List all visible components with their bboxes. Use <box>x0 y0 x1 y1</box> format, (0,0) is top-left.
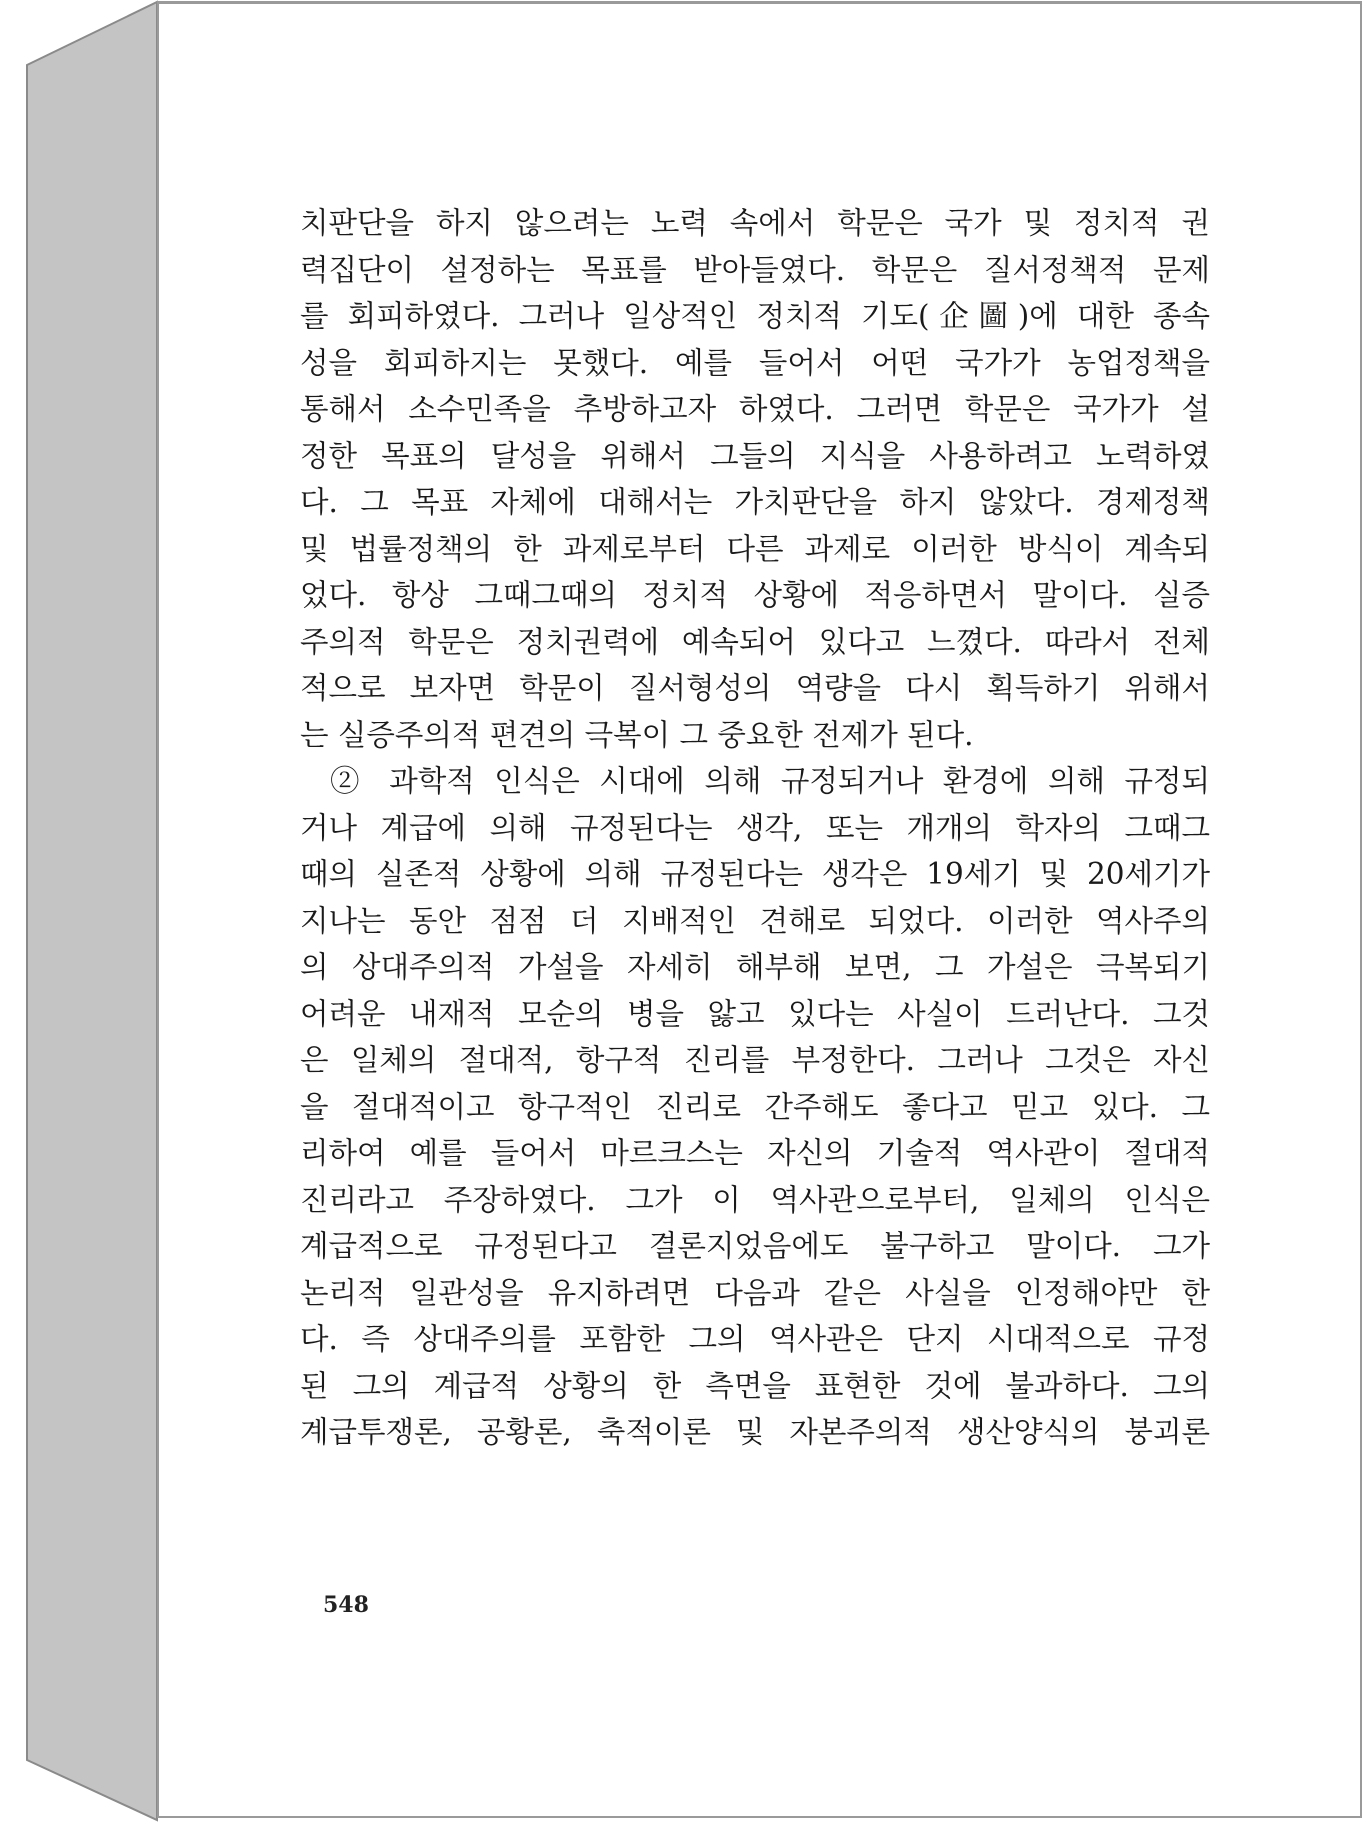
text-line: 었다. 항상 그때그때의 정치적 상황에 적응하면서 말이다. 실증 <box>300 578 1210 612</box>
text-line: 계급투쟁론, 공황론, 축적이론 및 자본주의적 생산양식의 붕괴론 <box>300 1415 1210 1449</box>
text-line: 적으로 보자면 학문이 질서형성의 역량을 다시 획득하기 위해서 <box>300 671 1210 705</box>
spine-face <box>27 2 157 1820</box>
text-line: ② 과학적 인식은 시대에 의해 규정되거나 환경에 의해 규정되 <box>330 764 1210 798</box>
text-line: 력집단이 설정하는 목표를 받아들였다. 학문은 질서정책적 문제 <box>300 252 1210 287</box>
text-line: 다. 그 목표 자체에 대해서는 가치판단을 하지 않았다. 경제정책 <box>300 485 1210 519</box>
text-line: 어려운 내재적 모순의 병을 앓고 있다는 사실이 드러난다. 그것 <box>300 996 1210 1031</box>
text-line: 다. 즉 상대주의를 포함한 그의 역사관은 단지 시대적으로 규정 <box>300 1322 1210 1356</box>
text-line: 를 회피하였다. 그러나 일상적인 정치적 기도(企圖)에 대한 종속 <box>300 299 1210 333</box>
text-line: 지나는 동안 점점 더 지배적인 견해로 되었다. 이러한 역사주의 <box>300 903 1210 938</box>
text-line: 논리적 일관성을 유지하려면 다음과 같은 사실을 인정해야만 한 <box>300 1275 1210 1310</box>
text-line: 성을 회피하지는 못했다. 예를 들어서 어떤 국가가 농업정책을 <box>300 345 1210 380</box>
text-line: 때의 실존적 상황에 의해 규정된다는 생각은 19세기 및 20세기가 <box>300 857 1210 891</box>
text-line: 및 법률정책의 한 과제로부터 다른 과제로 이러한 방식이 계속되 <box>300 531 1210 566</box>
text-line: 계급적으로 규정된다고 결론지었음에도 불구하고 말이다. 그가 <box>300 1229 1210 1263</box>
text-line: 된 그의 계급적 상황의 한 측면을 표현한 것에 불과하다. 그의 <box>300 1368 1210 1403</box>
text-line: 주의적 학문은 정치권력에 예속되어 있다고 느꼈다. 따라서 전체 <box>300 624 1210 659</box>
text-line: 의 상대주의적 가설을 자세히 해부해 보면, 그 가설은 극복되기 <box>300 950 1210 984</box>
text-line: 통해서 소수민족을 추방하고자 하였다. 그러면 학문은 국가가 설 <box>300 392 1210 426</box>
text-line: 을 절대적이고 항구적인 진리로 간주해도 좋다고 믿고 있다. 그 <box>300 1089 1210 1124</box>
text-line: 치판단을 하지 않으려는 노력 속에서 학문은 국가 및 정치적 권 <box>300 206 1210 240</box>
text-line: 정한 목표의 달성을 위해서 그들의 지식을 사용하려고 노력하였 <box>300 438 1210 473</box>
body-text <box>300 200 1210 1456</box>
text-line: 은 일체의 절대적, 항구적 진리를 부정한다. 그러나 그것은 자신 <box>300 1043 1210 1077</box>
paragraph-2 <box>300 758 1210 1456</box>
text-line: 거나 계급에 의해 규정된다는 생각, 또는 개개의 학자의 그때그 <box>300 810 1210 845</box>
text-line: 는 실증주의적 편견의 극복이 그 중요한 전제가 된다. <box>300 717 974 752</box>
text-line: 진리라고 주장하였다. 그가 이 역사관으로부터, 일체의 인식은 <box>300 1182 1210 1217</box>
paragraph-1 <box>300 200 1210 758</box>
text-line: 리하여 예를 들어서 마르크스는 자신의 기술적 역사관이 절대적 <box>300 1136 1210 1170</box>
page-number: 548 <box>323 1592 369 1618</box>
